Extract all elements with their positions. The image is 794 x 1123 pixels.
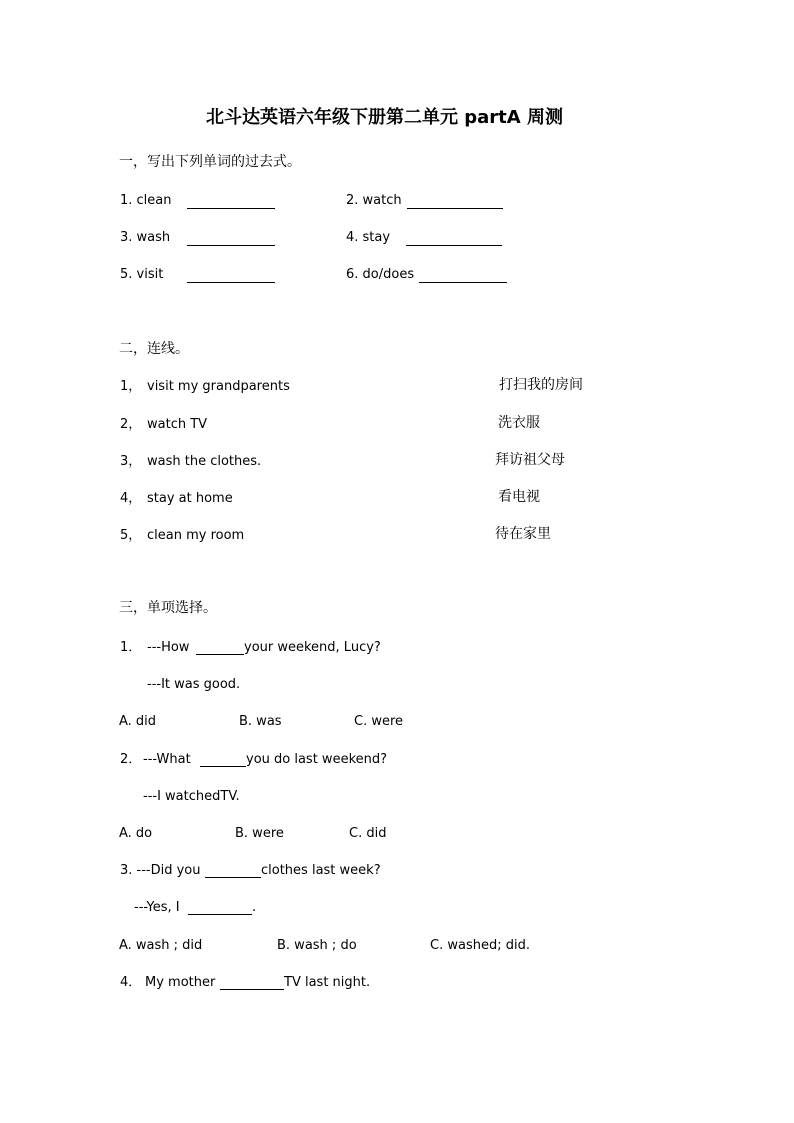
match-left-item[interactable]: visit my grandparents	[147, 379, 290, 394]
question-text: My mother	[145, 975, 216, 990]
question-text: you do last weekend?	[246, 752, 388, 767]
question-text: 3. ---Did you	[120, 863, 201, 878]
question-answer: ---It was good.	[147, 677, 241, 692]
match-left-item[interactable]: clean my room	[147, 528, 245, 543]
match-right-item[interactable]: 拜访祖父母	[495, 452, 565, 468]
answer-blank[interactable]	[406, 245, 502, 246]
match-left-num: 4，	[120, 491, 142, 506]
option-b[interactable]: B. wash ; do	[277, 938, 357, 953]
option-a[interactable]: A. did	[119, 714, 157, 729]
page-title: 北斗达英语六年级下册第二单元 partA 周测	[206, 107, 563, 128]
match-right-item[interactable]: 待在家里	[495, 526, 551, 542]
option-c[interactable]: C. washed; did.	[430, 938, 530, 953]
option-c[interactable]: C. did	[349, 826, 387, 841]
question-num: 2．	[120, 752, 142, 767]
question-num: 1．	[120, 640, 142, 655]
match-left-num: 5，	[120, 528, 142, 543]
answer-blank[interactable]	[188, 914, 252, 915]
item-label: 4. stay	[346, 230, 391, 245]
item-label: 1. clean	[120, 193, 172, 208]
match-left-num: 3，	[120, 454, 142, 469]
answer-blank[interactable]	[407, 208, 503, 209]
answer-blank[interactable]	[200, 766, 246, 767]
question-text: clothes last week?	[261, 863, 381, 878]
match-left-item[interactable]: stay at home	[147, 491, 233, 506]
match-right-item[interactable]: 打扫我的房间	[499, 377, 583, 393]
answer-blank[interactable]	[187, 245, 275, 246]
match-left-num: 2，	[120, 417, 142, 432]
item-label: 2. watch	[346, 193, 402, 208]
question-answer: .	[252, 900, 257, 915]
question-text: your weekend, Lucy?	[244, 640, 381, 655]
match-left-num: 1，	[120, 379, 142, 394]
item-label: 6. do/does	[346, 267, 415, 282]
answer-blank[interactable]	[205, 877, 261, 878]
question-num: 4．	[120, 975, 142, 990]
answer-blank[interactable]	[419, 282, 507, 283]
option-a[interactable]: A. do	[119, 826, 153, 841]
option-b[interactable]: B. were	[235, 826, 284, 841]
match-left-item[interactable]: watch TV	[147, 417, 208, 432]
section2-heading: 二，连线。	[119, 341, 189, 357]
item-label: 3. wash	[120, 230, 171, 245]
match-right-item[interactable]: 看电视	[498, 489, 540, 505]
option-c[interactable]: C. were	[354, 714, 404, 729]
item-label: 5. visit	[120, 267, 164, 282]
option-b[interactable]: B. was	[239, 714, 282, 729]
question-answer: ---I watchedTV.	[143, 789, 240, 804]
match-left-item[interactable]: wash the clothes.	[147, 454, 262, 469]
answer-blank[interactable]	[187, 282, 275, 283]
answer-blank[interactable]	[220, 989, 284, 990]
match-right-item[interactable]: 洗衣服	[498, 415, 540, 431]
option-a[interactable]: A. wash ; did	[119, 938, 203, 953]
answer-blank[interactable]	[187, 208, 275, 209]
question-text: TV last night.	[284, 975, 371, 990]
question-text: ---What	[143, 752, 191, 767]
section1-heading: 一，写出下列单词的过去式。	[119, 154, 301, 170]
question-answer: ---Yes, I	[134, 900, 180, 915]
question-text: ---How	[147, 640, 190, 655]
section3-heading: 三，单项选择。	[119, 600, 217, 616]
answer-blank[interactable]	[196, 654, 244, 655]
